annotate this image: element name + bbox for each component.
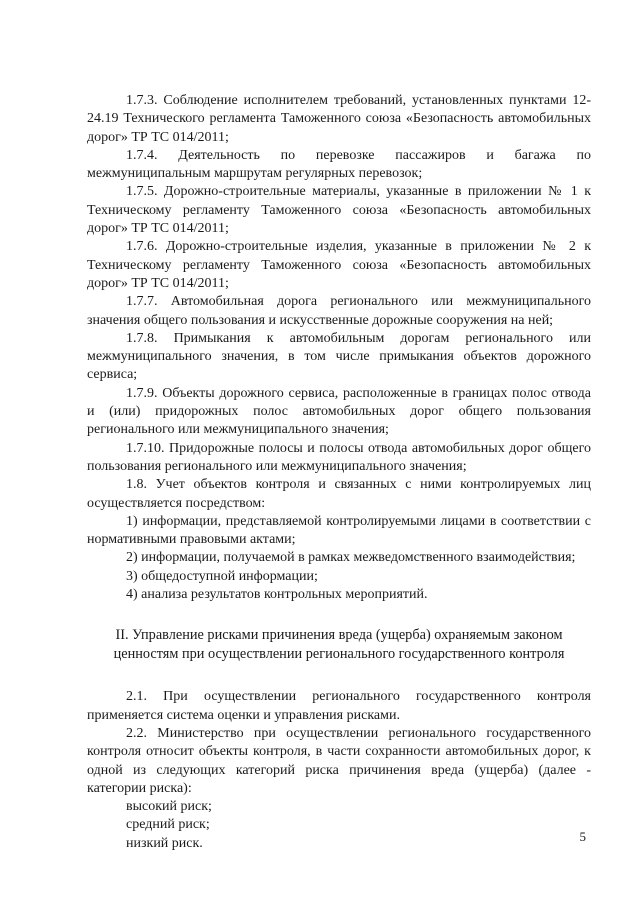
paragraph-1-7-6: 1.7.6. Дорожно-строительные изделия, указанные в приложении № 2 к Техническому регламенту Таможенного союза «Безопасность автомобильных дорог» ТР ТС 014/2011;	[87, 239, 591, 291]
paragraph-1-7-4: 1.7.4. Деятельность по перевозке пассажиров и багажа по межмуниципальным маршрутам регулярных перевозок;	[87, 147, 591, 182]
risk-medium: средний риск;	[126, 817, 210, 833]
list-item-4: 4) анализа результатов контрольных мероприятий.	[126, 587, 428, 603]
paragraph-1-7-7: 1.7.7. Автомобильная дорога регионального или межмуниципального значения общего пользования и искусственные дорожные сооружения на ней;	[87, 294, 591, 328]
paragraph-2-2: 2.2. Министерство при осуществлении регионального государственного контроля относит объекты контроля, в части сохранности автомобильных дорог, к одной из следующих категорий риска причинения вреда (ущерба) (далее - категории риска):	[87, 725, 591, 796]
paragraph-1-7-8: 1.7.8. Примыкания к автомобильным дорогам регионального или межмуниципального значения, в том числе примыкания объектов дорожного сервиса;	[87, 330, 591, 383]
section-heading-line-1: II. Управление рисками причинения вреда (ущерба) охраняемым законом	[115, 627, 563, 644]
risk-high: высокий риск;	[126, 799, 212, 815]
document-body	[87, 92, 591, 853]
paragraph-1-7-9: 1.7.9. Объекты дорожного сервиса, расположенные в границах полос отвода и (или) придорожных полос автомобильных дорог общего пользования регионального или межмуниципального значения;	[87, 385, 591, 438]
paragraph-2-1: 2.1. При осуществлении регионального государственного контроля применяется система оценки и управления рисками.	[87, 689, 591, 723]
paragraph-1-7-5: 1.7.5. Дорожно-строительные материалы, указанные в приложении № 1 к Техническому регламенту Таможенного союза «Безопасность автомобильных дорог» ТР ТС 014/2011;	[87, 184, 591, 237]
section-heading	[87, 626, 591, 664]
paragraph-1-8: 1.8. Учет объектов контроля и связанных с ними контролируемых лиц осуществляется посредством:	[87, 477, 591, 511]
paragraph-1-7-10: 1.7.10. Придорожные полосы и полосы отвода автомобильных дорог общего пользования регионального или межмуниципального значения;	[87, 440, 591, 474]
list-item-2: 2) информации, получаемой в рамках межведомственного взаимодействия;	[126, 550, 576, 566]
page-number: 5	[579, 829, 586, 844]
paragraph-1-7-3: 1.7.3. Соблюдение исполнителем требований, установленных пунктами 12-24.19 Технического регламента Таможенного союза «Безопасность автомобильных дорог» ТР ТС 014/2011;	[87, 93, 591, 145]
section-heading-line-2: ценностям при осуществлении регионального государственного контроля	[113, 646, 565, 663]
risk-low: низкий риск.	[126, 835, 203, 851]
list-item-3: 3) общедоступной информации;	[126, 568, 318, 584]
list-item-1: 1) информации, представляемой контролируемыми лицами в соответствии с нормативными правовыми актами;	[87, 513, 591, 548]
